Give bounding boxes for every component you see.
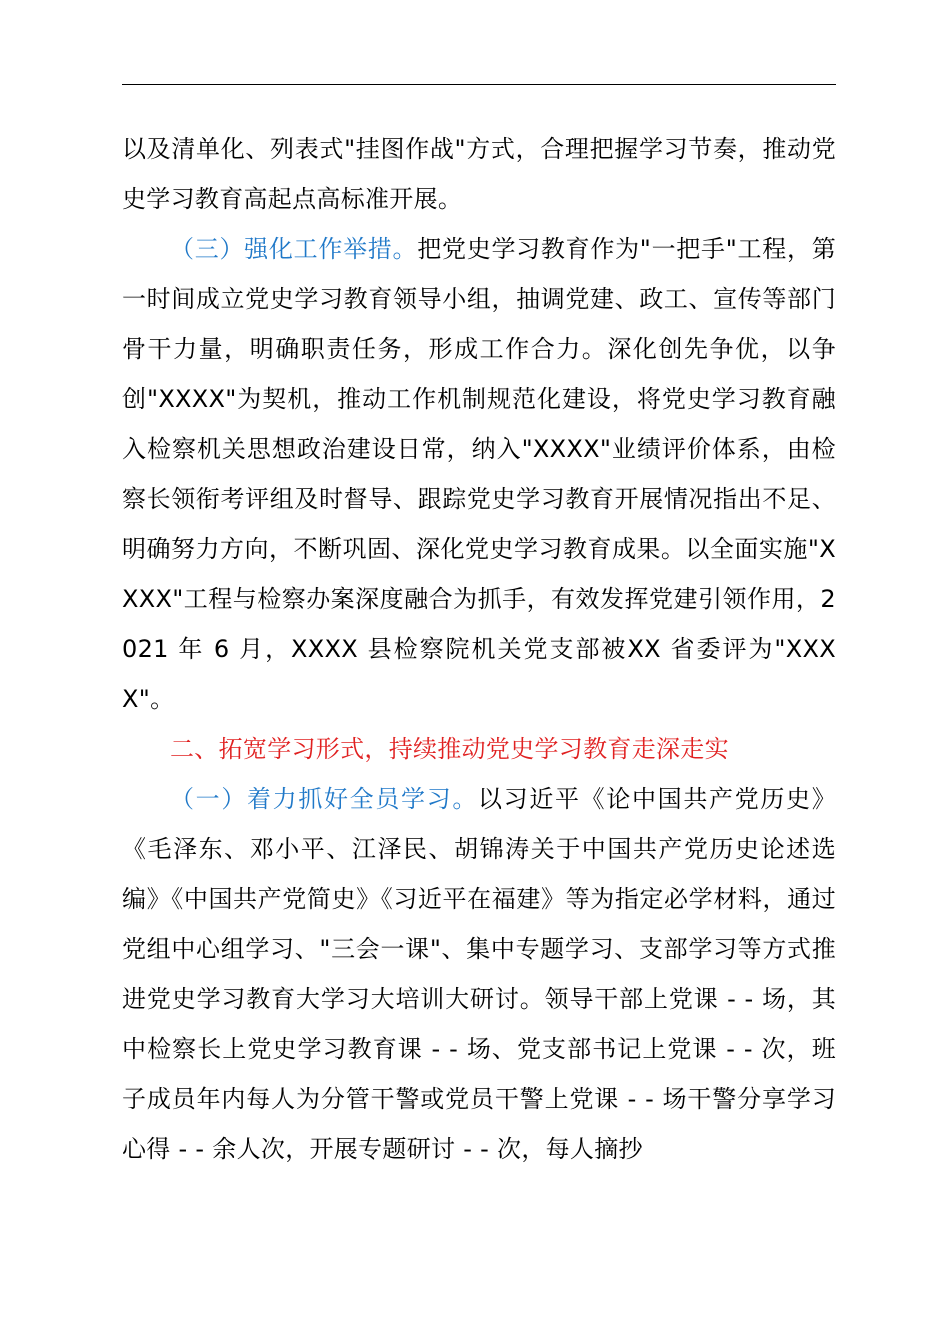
paragraph-continuation	[122, 124, 836, 224]
paragraph-text: 以及清单化、列表式"挂图作战"方式，合理把握学习节奏，推动党史学习教育高起点高标准开展。	[122, 135, 836, 213]
document-body	[122, 124, 836, 1174]
paragraph-measures	[122, 224, 836, 724]
paragraph-text: 把党史学习教育作为"一把手"工程，第一时间成立党史学习教育领导小组，抽调党建、政工、宣传等部门骨干力量，明确职责任务，形成工作合力。深化创先争优，以争创"XXXX"为契机，推动工作机制规范化建设，将党史学习教育融入检察机关思想政治建设日常，纳入"XXXX"业绩评价体系，由检察长领衔考评组及时督导、跟踪党史学习教育开展情况指出不足、明确努力方向，不断巩固、深化党史学习教育成果。以全面实施"XXXX"工程与检察办案深度融合为抓手，有效发挥党建引领作用，2021 年 6 月，XXXX 县检察院机关党支部被XX 省委评为"XXXX"。	[122, 235, 836, 713]
header-rule	[122, 84, 836, 85]
section-subheading: （一）着力抓好全员学习。	[170, 785, 479, 813]
section-subheading: （三）强化工作举措。	[170, 235, 418, 263]
paragraph-text: 以习近平《论中国共产党历史》《毛泽东、邓小平、江泽民、胡锦涛关于中国共产党历史论述选编》《中国共产党简史》《习近平在福建》等为指定必学材料，通过党组中心组学习、"三会一课"、集中专题学习、支部学习等方式推进党史学习教育大学习大培训大研讨。领导干部上党课 - - 场，其中检察长上党史学习教育课 - - 场、党支部书记上党课 - - 次，班子成员年内每人为分管干警或党员干警上党课 - - 场干警分享学习心得 - - 余人次，开展专题研讨 - - 次，每人摘抄	[122, 785, 836, 1163]
paragraph-study	[122, 774, 836, 1174]
section-heading: 二、拓宽学习形式，持续推动党史学习教育走深走实	[170, 735, 729, 763]
